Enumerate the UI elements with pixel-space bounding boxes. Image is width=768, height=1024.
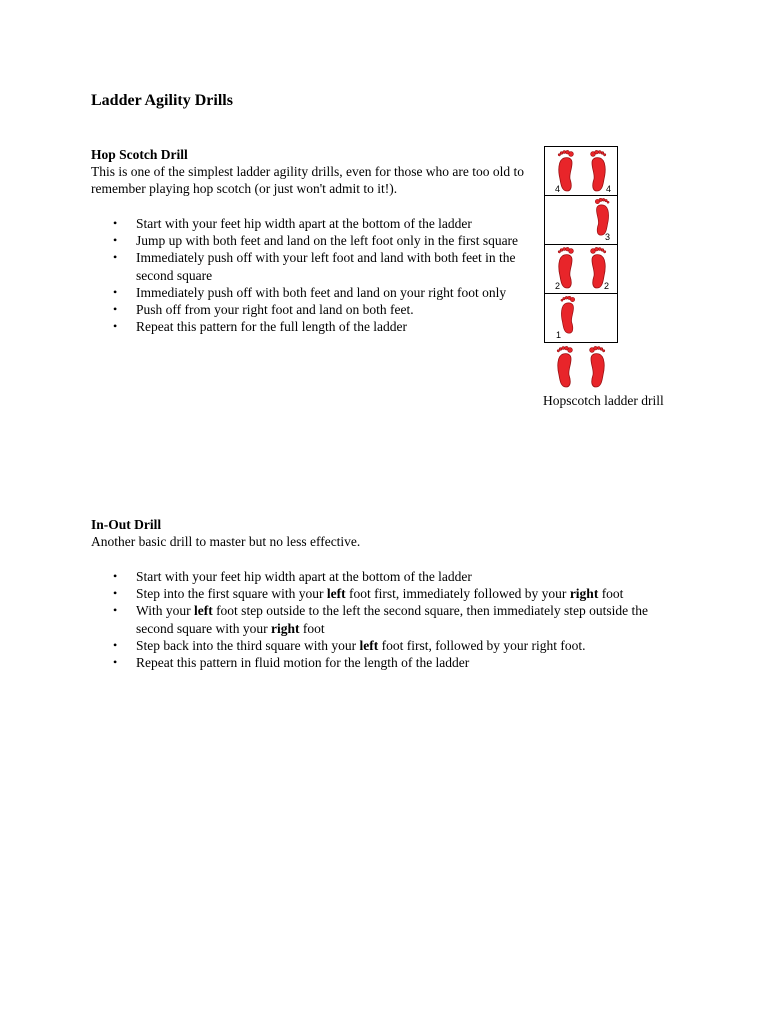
ladder-square-1 <box>544 294 618 343</box>
in-out-section <box>91 516 671 671</box>
figure-caption: Hopscotch ladder drill <box>543 393 664 408</box>
emphasis-text: right <box>569 586 599 602</box>
list-item <box>91 568 671 585</box>
step-text: Repeat this pattern in fluid motion for the length of the ladder <box>136 655 470 671</box>
in-out-heading: In-Out Drill <box>91 517 162 532</box>
hop-scotch-section <box>91 146 531 335</box>
list-item: • Start with your feet hip width apart at the bottom of the ladder <box>91 215 531 232</box>
step-text: foot step outside to the left the second square, then immediately step outside the second square with your <box>136 603 648 636</box>
list-item <box>91 602 671 636</box>
step-text: Start with your feet hip width apart at the bottom of the ladder <box>136 569 472 584</box>
step-number: 1 <box>556 330 562 340</box>
list-item: • Immediately push off with both feet and land on your right foot only <box>91 284 531 301</box>
hop-scotch-steps <box>91 215 531 335</box>
ladder-start-position <box>544 343 616 391</box>
in-out-intro: Another basic drill to master but no less effective. <box>91 534 361 549</box>
ladder-square-4 <box>544 146 618 196</box>
step-text: With your <box>136 603 194 619</box>
ladder-square-2 <box>544 245 618 294</box>
step-number: 3 <box>605 232 611 242</box>
ladder-square-3 <box>544 196 618 245</box>
list-item: • Jump up with both feet and land on the left foot only in the first square <box>91 232 531 249</box>
page-title: Ladder Agility Drills <box>91 92 233 109</box>
step-text: foot first, followed by your right foot. <box>378 637 586 653</box>
step-text: Step into the first square with your <box>136 586 327 602</box>
list-item: • Immediately push off with your left foot and land with both feet in the second square <box>91 249 531 283</box>
step-text: foot <box>299 620 325 636</box>
list-item: • Push off from your right foot and land on both feet. <box>91 301 531 318</box>
right-foot-icon <box>586 345 608 389</box>
hop-scotch-heading: Hop Scotch Drill <box>91 147 188 162</box>
hop-scotch-intro: This is one of the simplest ladder agility drills, even for those who are too old to remember playing hop scotch (or just won't admit to it!). <box>91 164 525 196</box>
hopscotch-ladder-diagram <box>544 146 618 391</box>
in-out-steps <box>91 568 671 671</box>
step-text: Step back into the third square with your <box>136 637 360 653</box>
emphasis-text: right <box>270 620 300 636</box>
step-text: foot <box>598 586 624 602</box>
left-foot-icon <box>557 295 579 335</box>
step-number: 4 <box>606 184 612 194</box>
right-foot-icon <box>591 197 613 237</box>
emphasis-text: left <box>326 586 346 602</box>
emphasis-text: left <box>193 603 213 619</box>
left-foot-icon <box>554 345 576 389</box>
emphasis-text: left <box>359 637 379 653</box>
step-number: 2 <box>555 281 561 291</box>
step-text: foot first, immediately followed by your <box>345 586 570 602</box>
list-item: • Repeat this pattern for the full length of the ladder <box>91 318 531 335</box>
step-number: 2 <box>604 281 610 291</box>
list-item <box>91 637 671 654</box>
step-number: 4 <box>555 184 561 194</box>
list-item <box>91 654 671 671</box>
list-item <box>91 585 671 602</box>
